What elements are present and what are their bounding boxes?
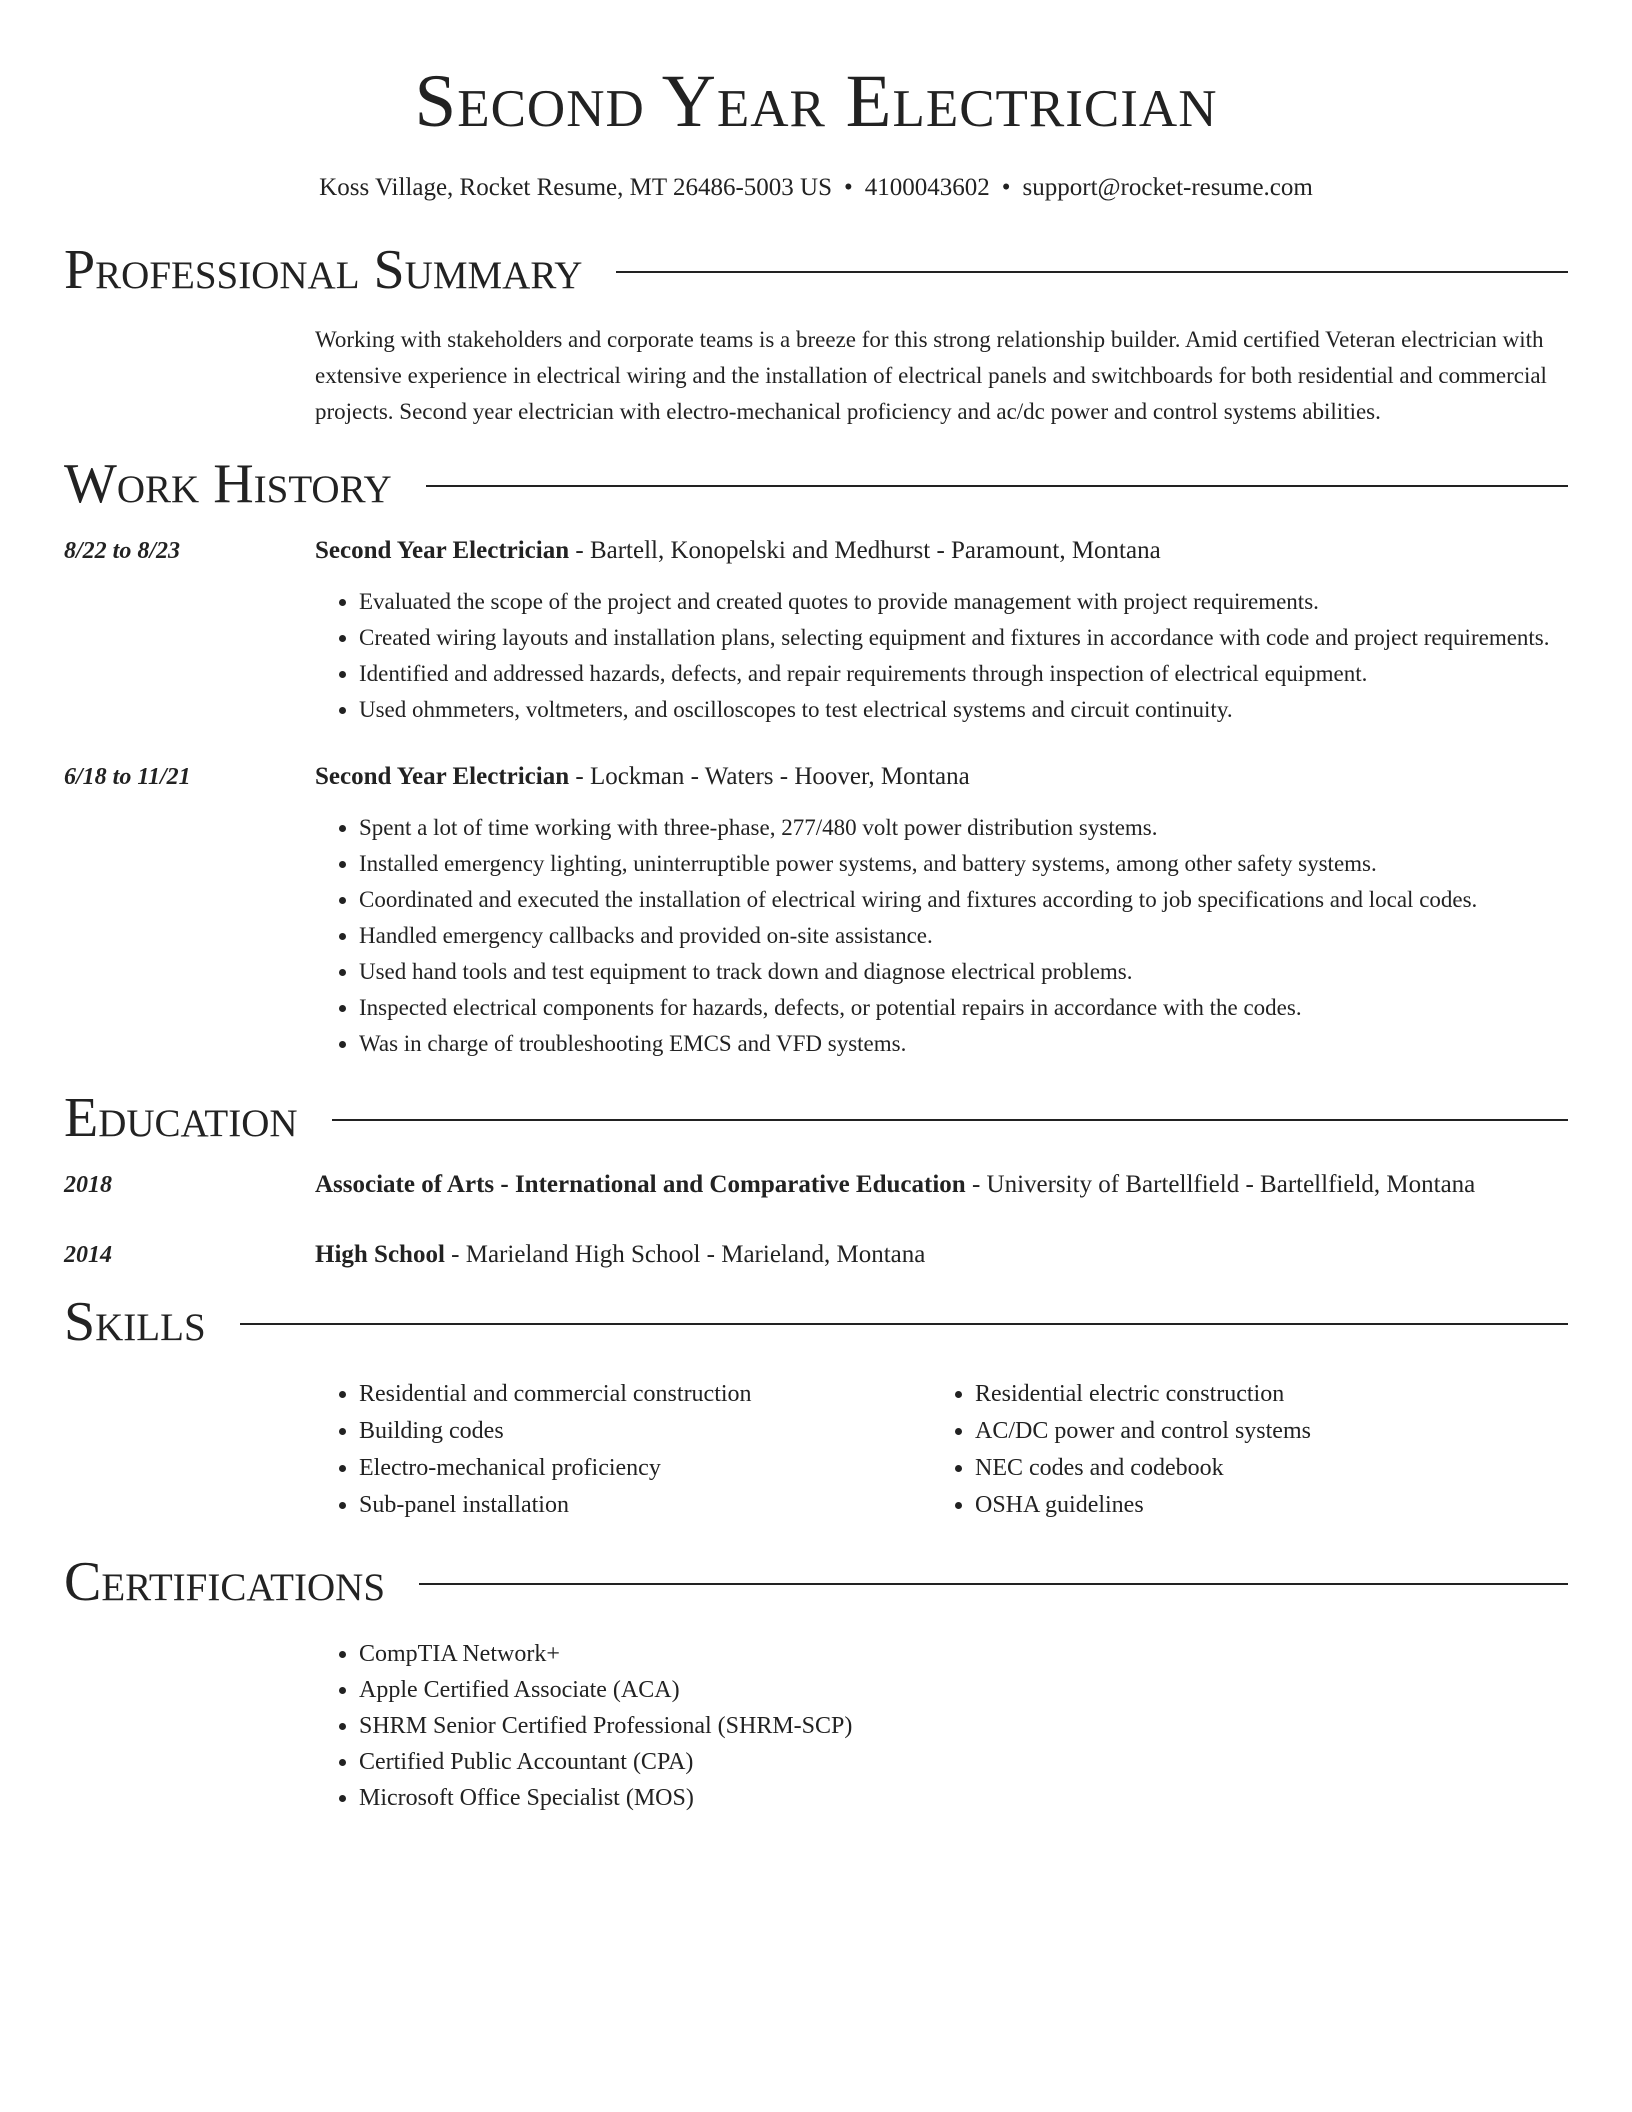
section-header-work [64, 452, 1568, 516]
skills-column-left [315, 1376, 931, 1524]
education-line [315, 1238, 1568, 1272]
summary-text: Working with stakeholders and corporate teams is a breeze for this strong relationship builder. Amid certified Veteran electrician with extensive experience in electrical wiring and the installation of electrical panels and switchboards for both residential and commercial projects. Second year electrician with electro-mechanical proficiency and ac/dc power and control systems abilities. [315, 327, 1547, 424]
list-item: • Residential and commercial construction [359, 1376, 931, 1413]
certifications-list [315, 1636, 1568, 1816]
phone: 4100043602 [864, 174, 990, 201]
list-item: • Handled emergency callbacks and provided on-site assistance. [359, 918, 1568, 954]
education-entry [64, 1168, 1568, 1202]
job-title-line [315, 760, 1568, 794]
list-item: • Inspected electrical components for hazards, defects, or potential repairs in accordance with the codes. [359, 990, 1568, 1026]
candidate-name: Second Year Electrician [414, 60, 1218, 143]
job-dates: 8/22 to 8/23 [64, 538, 181, 564]
list-item: • Electro-mechanical proficiency [359, 1450, 931, 1487]
list-item: • OSHA guidelines [975, 1487, 1547, 1524]
list-item: • Evaluated the scope of the project and created quotes to provide management with project requirements. [359, 584, 1568, 620]
list-item: • Sub-panel installation [359, 1487, 931, 1524]
job-dates: 6/18 to 11/21 [64, 764, 191, 790]
section-divider [426, 485, 1568, 487]
job-title: Second Year Electrician [315, 537, 570, 564]
list-item: • Apple Certified Associate (ACA) [359, 1672, 1568, 1708]
job-bullets [315, 810, 1568, 1062]
job-company: - Bartell, Konopelski and Medhurst - Paramount, Montana [569, 537, 1161, 564]
address: Koss Village, Rocket Resume, MT 26486-5003 US [319, 174, 832, 201]
education-year: 2018 [64, 1172, 112, 1198]
degree: High School [315, 1241, 445, 1268]
list-item: • Residential electric construction [975, 1376, 1547, 1413]
job-entry [64, 534, 1568, 728]
job-body [315, 534, 1568, 728]
education-line [315, 1168, 1568, 1202]
job-title: Second Year Electrician [315, 763, 570, 790]
section-header-certifications [64, 1550, 1568, 1614]
section-header-education [64, 1086, 1568, 1150]
list-item: • AC/DC power and control systems [975, 1413, 1547, 1450]
section-divider [616, 271, 1568, 273]
list-item: • Microsoft Office Specialist (MOS) [359, 1780, 1568, 1816]
section-title-summary: Professional Summary [64, 239, 583, 301]
job-bullets [315, 584, 1568, 728]
list-item: • Used hand tools and test equipment to track down and diagnose electrical problems. [359, 954, 1568, 990]
section-header-skills [64, 1290, 1568, 1354]
email-link[interactable]: support@rocket-resume.com [1022, 174, 1313, 201]
list-item: • Certified Public Accountant (CPA) [359, 1744, 1568, 1780]
school: - University of Bartellfield - Bartellfield, Montana [965, 1171, 1476, 1198]
section-divider [240, 1323, 1568, 1325]
list-item: • CompTIA Network+ [359, 1636, 1568, 1672]
list-item: • Spent a lot of time working with three-phase, 277/480 volt power distribution systems. [359, 810, 1568, 846]
section-divider [332, 1119, 1568, 1121]
list-item: • SHRM Senior Certified Professional (SHRM-SCP) [359, 1708, 1568, 1744]
contact-line [64, 175, 1568, 200]
certifications-items [315, 1636, 1568, 1816]
section-divider [419, 1583, 1568, 1585]
school: - Marieland High School - Marieland, Montana [444, 1241, 926, 1268]
education-body [315, 1168, 1568, 1202]
section-title-work: Work History [64, 453, 392, 515]
resume-page [64, 0, 1568, 1816]
list-item: • Created wiring layouts and installation plans, selecting equipment and fixtures in accordance with code and project requirements. [359, 620, 1568, 656]
degree: Associate of Arts - International and Comparative Education [315, 1171, 966, 1198]
list-item: • Building codes [359, 1413, 931, 1450]
job-entry [64, 760, 1568, 1062]
education-entry [64, 1238, 1568, 1272]
job-company: - Lockman - Waters - Hoover, Montana [569, 763, 970, 790]
section-title-certifications: Certifications [64, 1551, 386, 1613]
separator: • [1001, 174, 1011, 201]
list-item: • Coordinated and executed the installation of electrical wiring and fixtures according to job specifications and local codes. [359, 882, 1568, 918]
list-item: • Was in charge of troubleshooting EMCS and VFD systems. [359, 1026, 1568, 1062]
list-item: • Used ohmmeters, voltmeters, and oscilloscopes to test electrical systems and circuit continuity. [359, 692, 1568, 728]
list-item: • Identified and addressed hazards, defects, and repair requirements through inspection of electrical equipment. [359, 656, 1568, 692]
section-title-education: Education [64, 1087, 298, 1149]
skills-column-right [931, 1376, 1547, 1524]
section-header-summary [64, 238, 1568, 302]
list-item: • Installed emergency lighting, uninterruptible power systems, and battery systems, among other safety systems. [359, 846, 1568, 882]
separator: • [844, 174, 853, 201]
job-title-line [315, 534, 1568, 568]
education-year: 2014 [64, 1242, 112, 1268]
list-item: • NEC codes and codebook [975, 1450, 1547, 1487]
section-title-skills: Skills [64, 1291, 206, 1353]
skills-list [315, 1376, 1568, 1524]
education-body [315, 1238, 1568, 1272]
job-body [315, 760, 1568, 1062]
